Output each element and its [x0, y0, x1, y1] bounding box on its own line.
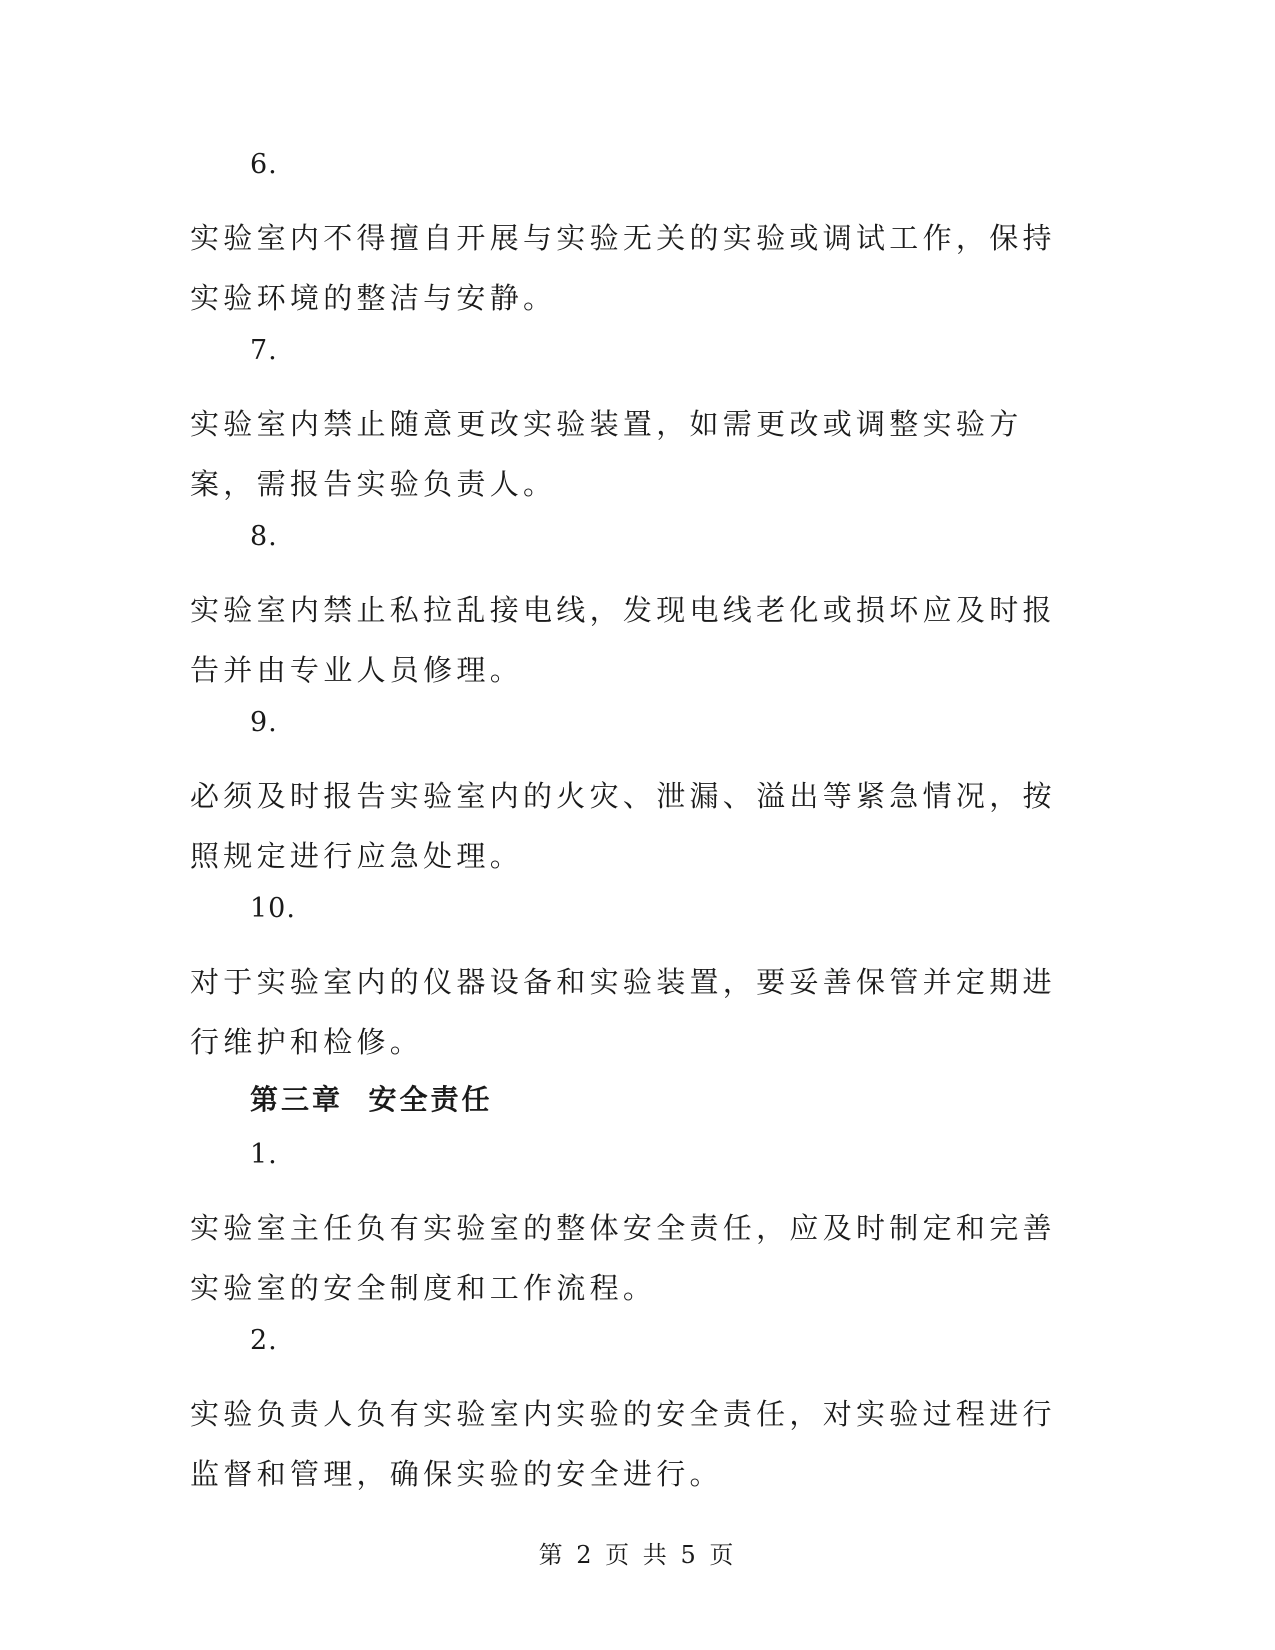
page-footer: 第 2 页 共 5 页: [538, 1541, 737, 1569]
list-item: [190, 522, 1070, 700]
item-number: 1.: [250, 1139, 278, 1170]
item-number: 8.: [250, 521, 278, 552]
item-text: 对于实验室内的仪器设备和实验装置，要妥善保管并定期进行维护和检修。: [190, 965, 1056, 1059]
item-number: 10.: [250, 893, 296, 924]
item-text: 实验室内禁止随意更改实验装置，如需更改或调整实验方案，需报告实验负责人。: [190, 407, 1023, 501]
item-text: 实验室主任负有实验室的整体安全责任，应及时制定和完善实验室的安全制度和工作流程。: [190, 1211, 1056, 1305]
item-number: 2.: [250, 1325, 278, 1356]
item-text: 必须及时报告实验室内的火灾、泄漏、溢出等紧急情况，按照规定进行应急处理。: [190, 779, 1056, 873]
list-item: [190, 1140, 1070, 1318]
document-body: [190, 150, 1070, 1512]
item-number: 9.: [250, 707, 278, 738]
item-text: 实验负责人负有实验室内实验的安全责任，对实验过程进行监督和管理，确保实验的安全进行。: [190, 1397, 1056, 1491]
list-item: [190, 336, 1070, 514]
chapter-heading: 第三章 安全责任: [250, 1083, 493, 1116]
item-text: 实验室内不得擅自开展与实验无关的实验或调试工作，保持实验环境的整洁与安静。: [190, 221, 1056, 315]
item-number: 6.: [250, 149, 278, 180]
list-item: [190, 894, 1070, 1072]
item-number: 7.: [250, 335, 278, 366]
item-text: 实验室内禁止私拉乱接电线，发现电线老化或损坏应及时报告并由专业人员修理。: [190, 593, 1056, 687]
list-item: [190, 150, 1070, 328]
list-item: [190, 708, 1070, 886]
list-item: [190, 1326, 1070, 1504]
